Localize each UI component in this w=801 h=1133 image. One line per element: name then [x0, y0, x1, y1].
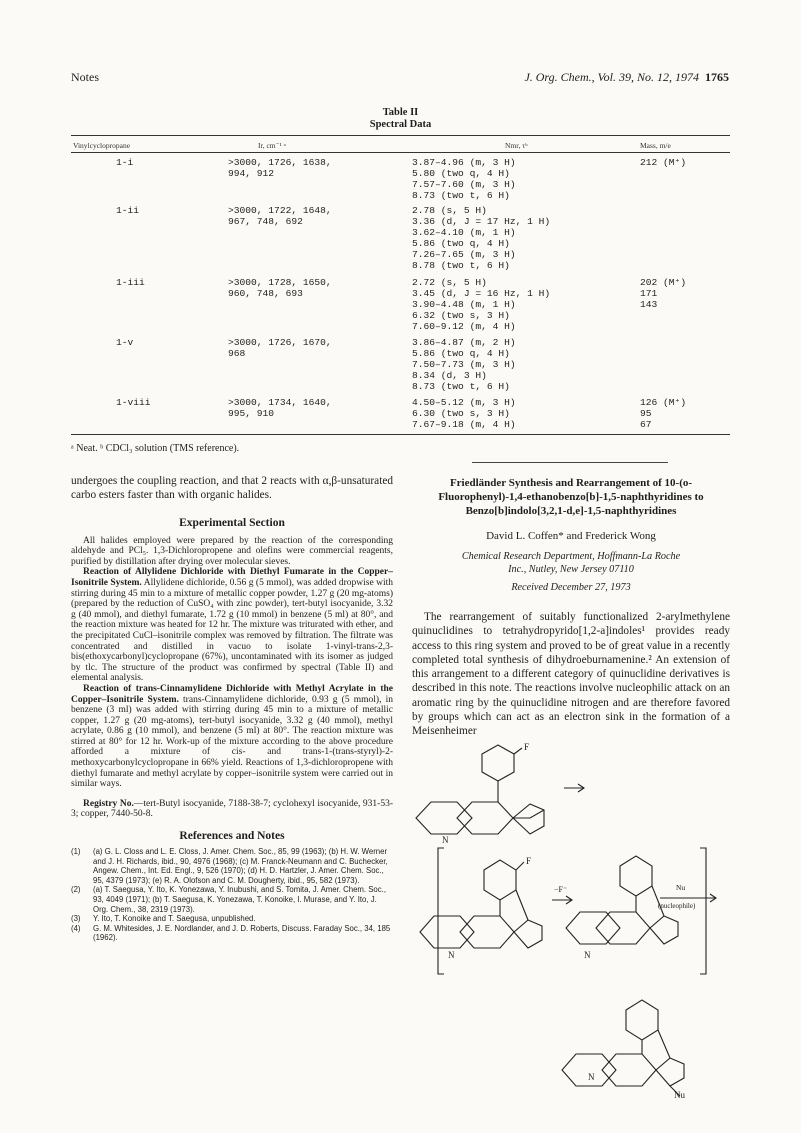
atom-label-N: N — [442, 835, 449, 845]
references-heading: References and Notes — [179, 830, 285, 843]
experimental-paragraph-3 — [71, 684, 393, 790]
table-cell-ir: >3000, 1722, 1648, 967, 748, 692 — [228, 205, 332, 227]
procedure-title-1: Reaction of Allylidene Dichloride with Diethyl Fumarate in the Copper–Isonitrile System. — [71, 567, 393, 588]
table-caption — [0, 107, 801, 131]
atom-label-Nu: Nu — [674, 1090, 685, 1100]
table-cell-ir: >3000, 1726, 1670, 968 — [228, 337, 332, 359]
table-cell-compound: 1-v — [116, 337, 134, 348]
reference-item — [71, 924, 393, 943]
table-footnote: ᵃ Neat. ᵇ CDCl₃ solution (TMS reference). — [71, 443, 240, 454]
table-cell-nmr: 3.86–4.87 (m, 2 H) 5.86 (two q, 4 H) 7.50–7.73 (m, 3 H) 8.34 (d, 3 H) 8.73 (two t, 6 H) — [412, 337, 516, 392]
atom-label-F: F — [524, 742, 530, 752]
table-title: Table II — [382, 107, 419, 118]
table-cell-compound: 1-ii — [116, 205, 140, 216]
reference-text: (a) G. L. Closs and L. E. Closs, J. Amer. Chem. Soc., 85, 99 (1963); (b) H. W. Werner and J. H. Richards, ibid., 90, 4976 (1968); (c) M. Franck-Neumann and C. Buchecker, Angew. Chem., Int. Ed. Engl., 9, 526 (1970); (d) H. D. Hartzler, J. Amer. Chem. Soc., 95, 4379 (1973); (e) R. A. Olofson and C. M. Dougherty, ibid., 95, 582 (1973). — [93, 847, 388, 885]
reference-item — [71, 885, 393, 914]
structure-intermediate-zwitterion — [566, 856, 678, 944]
atom-label-N-intermediate-2: N — [584, 950, 591, 960]
reference-item — [71, 914, 393, 924]
table-cell-mass: 212 (M⁺) — [640, 157, 687, 168]
col-header-ir: Ir, cm⁻¹ ᵃ — [258, 141, 286, 150]
references-list — [71, 847, 393, 943]
running-header-section: Notes — [71, 70, 99, 84]
article-body: The rearrangement of suitably functionalized 2-arylmethylene quinuclidines to tetrahydropyrido[1,2-a]indoles¹ provides ready access to this ring system and proved to be of great value in a recently completed total synthesis of dihydroeburnamenine.² An extension of this arrangement to a different category of quinuclidine derivatives is described in this note. The reactions involve nucleophilic attack on an aromatic ring by the quinuclidine nitrogen and are therefore favored by groups which can act as an electron sink in the formation of a Meisenheimer — [412, 611, 730, 738]
table-cell-ir: >3000, 1734, 1640, 995, 910 — [228, 397, 332, 419]
table-cell-ir: >3000, 1728, 1650, 960, 748, 693 — [228, 277, 332, 299]
step2-label: Nu — [676, 883, 686, 892]
reference-text: G. M. Whitesides, J. E. Nordlander, and J. D. Roberts, Discuss. Faraday Soc., 34, 185 (1962). — [93, 923, 391, 943]
intro-paragraph: undergoes the coupling reaction, and that 2 reacts with α,β-unsaturated carbo esters faster than with organic halides. — [71, 475, 393, 502]
article-authors: David L. Coffen* and Frederick Wong — [486, 530, 656, 542]
article-separator — [472, 462, 668, 463]
registry-numbers — [71, 799, 393, 820]
journal-citation: J. Org. Chem., Vol. 39, No. 12, 1974 — [524, 70, 699, 84]
atom-label-F-intermediate: F — [526, 856, 532, 866]
table-header-rule — [71, 152, 730, 153]
left-column — [71, 474, 393, 943]
step1-label: −F⁻ — [554, 885, 568, 894]
table-cell-nmr: 2.72 (s, 5 H) 3.45 (d, J = 16 Hz, 1 H) 3.90–4.48 (m, 1 H) 6.32 (two s, 3 H) 7.60–9.12 (m, 4 H) — [412, 277, 551, 332]
experimental-heading: Experimental Section — [179, 516, 285, 529]
reference-number: (2) — [71, 885, 81, 895]
table-cell-compound: 1-iii — [116, 277, 145, 288]
table-cell-compound: 1-i — [116, 157, 134, 168]
reference-item — [71, 847, 393, 885]
table-cell-mass: 202 (M⁺) 171 143 — [640, 277, 687, 310]
procedure-body-2: trans-Cinnamylidene dichloride, 0.93 g (5 mmol), in benzene (3 ml) was added with stirring during 45 min to a mixture of metallic copper, 1.27 g (20 mg-atoms), tert-butyl isocyanide, 3.32 g (40 mmol), methyl acrylate, 0.86 g (10 mmol), and benzene (5 ml) at 80°. The reaction mixture was stirred at 80° for 12 hr. Work-up of the mixture according to the above procedure afforded a mixture of cis- and trans-1-(trans-styryl)-2-methoxycarbonylcyclopropane in 66% yield. Reactions of 1,3-dichloropropene with diethyl fumarate and methyl acrylate by copper–isonitrile system were carried out in similar ways. — [71, 694, 393, 790]
reference-text: (a) T. Saegusa, Y. Ito, K. Yonezawa, Y. Inubushi, and S. Tomita, J. Amer. Chem. Soc., 93, 4049 (1971); (b) T. Saegusa, K. Yonezawa, T. Konoike, I. Murase, and Y. Ito, J. Org. Chem., 38, 2319 (1973). — [93, 885, 386, 914]
col-header-mass: Mass, m/e — [640, 141, 671, 150]
reference-number: (1) — [71, 847, 81, 857]
table-cell-nmr: 2.78 (s, 5 H) 3.36 (d, J = 17 Hz, 1 H) 3.62–4.10 (m, 1 H) 5.86 (two q, 4 H) 7.26–7.65 (m, 3 H) 8.78 (two t, 6 H) — [412, 205, 551, 271]
table-top-rule — [71, 135, 730, 136]
structure-product — [562, 1000, 684, 1096]
col-header-compound: Vinylcyclopropane — [73, 141, 131, 150]
atom-label-N-product: N — [588, 1072, 595, 1082]
right-column — [412, 462, 730, 739]
step2-sub-label: (nucleophile) — [658, 902, 696, 910]
running-header-journal — [524, 70, 729, 85]
registry-label: Registry No. — [83, 798, 134, 809]
experimental-body — [71, 536, 393, 820]
received-date: Received December 27, 1973 — [511, 582, 631, 593]
table-cell-mass: 126 (M⁺) 95 67 — [640, 397, 687, 430]
reference-number: (3) — [71, 914, 81, 924]
table-cell-nmr: 4.50–5.12 (m, 3 H) 6.30 (two s, 3 H) 7.67–9.18 (m, 4 H) — [412, 397, 516, 430]
col-header-nmr: Nmr, τᵇ — [505, 141, 528, 150]
article-title: Friedländer Synthesis and Rearrangement of 10-(o-Fluorophenyl)-1,4-ethanobenzo[b]-1,5-naphthyridines to Benzo[b]indolo[3,2,1-d,e]-1,5-naphthyridines — [438, 477, 704, 517]
page-number: 1765 — [705, 70, 729, 84]
experimental-paragraph-2 — [71, 567, 393, 684]
procedure-body-1: Allylidene dichloride, 0.56 g (5 mmol), was added dropwise with stirring during 45 min to a mixture of metallic copper powder, 1.27 g (20 mg-atoms) (prepared by the reduction of CuSO₄ with zinc powder), tert-butyl isocyanide, 3.32 g (40 mmol), and diethyl fumarate, 1.72 g (10 mmol) in benzene (5 ml) at 80°, and the reaction mixture was heated for 12 hr. The mixture was triturated with ether, and the precipitated CuCl–isonitrile complex was removed by filtration. The filtrate was concentrated and distilled in vacuo to isolate 1-vinyl-trans-2,3-bis(ethoxycarbonyl)cyclopropane (67%), uncontaminated with its isomer as judged by tlc. The structure of the product was confirmed by spectral (Table II) and elemental analysis. — [71, 577, 394, 684]
reference-text: Y. Ito, T. Konoike and T. Saegusa, unpublished. — [93, 914, 256, 924]
procedure-title-2: Reaction of trans-Cinnamylidene Dichloride with Methyl Acrylate in the Copper–Isonitrile System. — [71, 683, 393, 705]
registry-body: —tert-Butyl isocyanide, 7188-38-7; cyclohexyl isocyanide, 931-53-3; copper, 7440-50-8. — [71, 798, 394, 820]
reference-number: (4) — [71, 923, 81, 933]
reaction-scheme — [412, 740, 730, 1100]
table-bottom-rule — [71, 434, 730, 435]
table-subtitle: Spectral Data — [369, 119, 432, 130]
table-cell-nmr: 3.87–4.96 (m, 3 H) 5.80 (two q, 4 H) 7.57–7.60 (m, 3 H) 8.73 (two t, 6 H) — [412, 157, 516, 201]
article-affiliation: Chemical Research Department, Hoffmann-La Roche Inc., Nutley, New Jersey 07110 — [461, 551, 681, 575]
experimental-paragraph-1: All halides employed were prepared by the reaction of the corresponding aldehyde and PCl₅. 1,3-Dichloropropene and olefins were commercial reagents, purified by distillation after drying over molecular sieves. — [71, 535, 393, 567]
table-cell-compound: 1-viii — [116, 397, 151, 408]
table-cell-ir: >3000, 1726, 1638, 994, 912 — [228, 157, 332, 179]
structure-starting-material — [416, 745, 544, 834]
atom-label-N-intermediate: N — [448, 950, 455, 960]
